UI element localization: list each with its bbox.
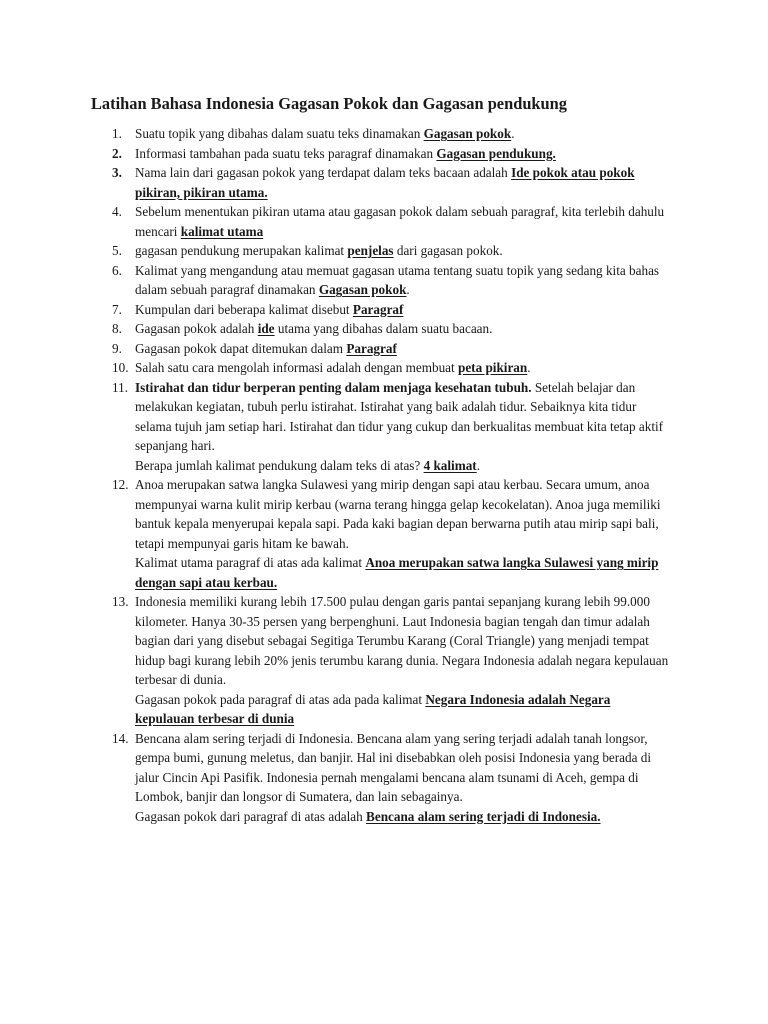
answer-text: peta pikiran <box>457 360 528 375</box>
question-text-after: . <box>476 457 480 473</box>
question-text-after: utama yang dibahas dalam suatu bacaan. <box>274 321 493 336</box>
question-item <box>91 339 672 359</box>
question-text-after: . <box>511 126 515 141</box>
question-text: Informasi tambahan pada suatu teks paragraf dinamakan <box>135 145 437 161</box>
answer-text: Gagasan pokok <box>318 282 407 297</box>
answer-text: 4 kalimat <box>423 457 477 473</box>
question-text: Sebelum menentukan pikiran utama atau gagasan pokok dalam sebuah paragraf, kita terlebih dahulu mencari <box>135 204 665 239</box>
question-text-after: . <box>406 282 410 297</box>
passage-paragraph <box>135 378 672 456</box>
question-text: Gagasan pokok pada paragraf di atas ada pada kalimat <box>135 691 426 707</box>
answer-text: Paragraf <box>352 301 404 317</box>
question-line <box>135 690 672 729</box>
answer-text: Ide pokok atau pokok pikiran, pikiran utama. <box>135 165 635 200</box>
question-text: gagasan pendukung merupakan kalimat <box>135 243 348 258</box>
question-text: Nama lain dari gagasan pokok yang terdapat dalam teks bacaan adalah <box>135 165 512 180</box>
answer-text: Gagasan pokok <box>423 126 512 141</box>
question-list <box>91 124 672 826</box>
question-text-after: . <box>527 360 531 375</box>
question-number: 11. <box>112 379 128 395</box>
question-item <box>91 319 672 339</box>
question-number: 5. <box>112 243 122 258</box>
question-number: 3. <box>112 165 122 180</box>
answer-text: Gagasan pendukung. <box>436 145 556 161</box>
document-title: Latihan Bahasa Indonesia Gagasan Pokok dan Gagasan pendukung <box>91 94 567 113</box>
question-item <box>91 144 672 164</box>
question-item <box>91 163 672 202</box>
question-text: Gagasan pokok dapat ditemukan dalam <box>135 340 347 356</box>
question-number: 14. <box>112 730 129 746</box>
question-text: Gagasan pokok dari paragraf di atas adalah <box>135 808 367 824</box>
question-number: 8. <box>112 321 122 336</box>
question-line <box>135 807 672 827</box>
passage-body: Setelah belajar dan melakukan kegiatan, tubuh perlu istirahat. Istirahat yang baik adalah tidur. Sebaiknya kita tidur selama tujuh jam setiap hari. Istirahat dan tidur yang cukup dan berkualitas membuat kita tetap aktif sepanjang hari. <box>135 379 664 453</box>
question-text-after: dari gagasan pokok. <box>393 243 503 258</box>
question-item <box>91 124 672 144</box>
question-line <box>135 456 672 476</box>
question-line <box>135 553 672 592</box>
question-item-14 <box>91 729 672 827</box>
question-item-13 <box>91 592 672 729</box>
question-number: 1. <box>112 126 122 141</box>
passage-paragraph: Bencana alam sering terjadi di Indonesia. Bencana alam yang sering terjadi adalah tanah longsor, gempa bumi, gunung meletus, dan banjir. Hal ini disebabkan oleh posisi Indonesia yang berada di jalur Cincin Api Pasifik. Indonesia pernah mengalami bencana alam tsunami di Aceh, gempa di Lombok, banjir dan longsor di Sumatera, dan lain sebagainya. <box>135 730 652 804</box>
answer-text: Paragraf <box>346 340 397 356</box>
answer-text: Bencana alam sering terjadi di Indonesia. <box>366 808 601 824</box>
question-text: Suatu topik yang dibahas dalam suatu teks dinamakan <box>135 126 424 141</box>
question-number: 9. <box>112 340 122 356</box>
passage-lead-sentence: Istirahat dan tidur berperan penting dalam menjaga kesehatan tubuh. <box>135 379 532 395</box>
question-text: Salah satu cara mengolah informasi adalah dengan membuat <box>135 360 458 375</box>
answer-text: penjelas <box>347 243 394 258</box>
question-item-11 <box>91 378 672 476</box>
answer-text: Negara Indonesia adalah Negara kepulauan terbesar di dunia <box>135 691 611 726</box>
question-item <box>91 241 672 261</box>
question-text: Kalimat utama paragraf di atas ada kalimat <box>135 555 366 570</box>
question-number: 6. <box>112 262 122 278</box>
passage-paragraph: Indonesia memiliki kurang lebih 17.500 pulau dengan garis pantai sepanjang kurang lebih 99.000 kilometer. Hanya 30-35 persen yang berpenghuni. Laut Indonesia bagian tengah dan timur adalah bagian dari yang disebut sebagai Segitiga Terumbu Karang (Coral Triangle) yang menjadi tempat hidup bagi kurang lebih 20% jenis terumbu karang dunia. Negara Indonesia adalah negara kepulauan terbesar di dunia. <box>135 594 669 687</box>
question-item <box>91 261 672 300</box>
question-number: 10. <box>112 360 129 375</box>
question-number: 7. <box>112 301 122 317</box>
question-number: 13. <box>112 594 129 609</box>
passage-paragraph: Anoa merupakan satwa langka Sulawesi yang mirip dengan sapi atau kerbau. Secara umum, anoa mempunyai warna kulit mirip kerbau (warna terang hingga gelap kecokelatan). Anoa juga memiliki bantuk kepala menyerupai kepala sapi. Pada kaki bagian depan berwarna putih atau mirip sapi bali, tetapi mempunyai garis hitam ke bawah. <box>135 477 661 551</box>
answer-text: ide <box>257 321 275 336</box>
question-item <box>91 358 672 378</box>
question-number: 4. <box>112 204 122 219</box>
question-number: 2. <box>112 145 122 161</box>
question-text: Kumpulan dari beberapa kalimat disebut <box>135 301 353 317</box>
answer-text: Anoa merupakan satwa langka Sulawesi yang mirip dengan sapi atau kerbau. <box>135 555 659 590</box>
question-item <box>91 202 672 241</box>
question-text: Kalimat yang mengandung atau memuat gagasan utama tentang suatu topik yang sedang kita bahas dalam sebuah paragraf dinamakan <box>135 262 660 297</box>
question-text: Berapa jumlah kalimat pendukung dalam teks di atas? <box>135 457 424 473</box>
question-item-12 <box>91 475 672 592</box>
question-number: 12. <box>112 477 129 492</box>
answer-text: kalimat utama <box>180 223 264 239</box>
question-text: Gagasan pokok adalah <box>135 321 258 336</box>
question-item <box>91 300 672 320</box>
